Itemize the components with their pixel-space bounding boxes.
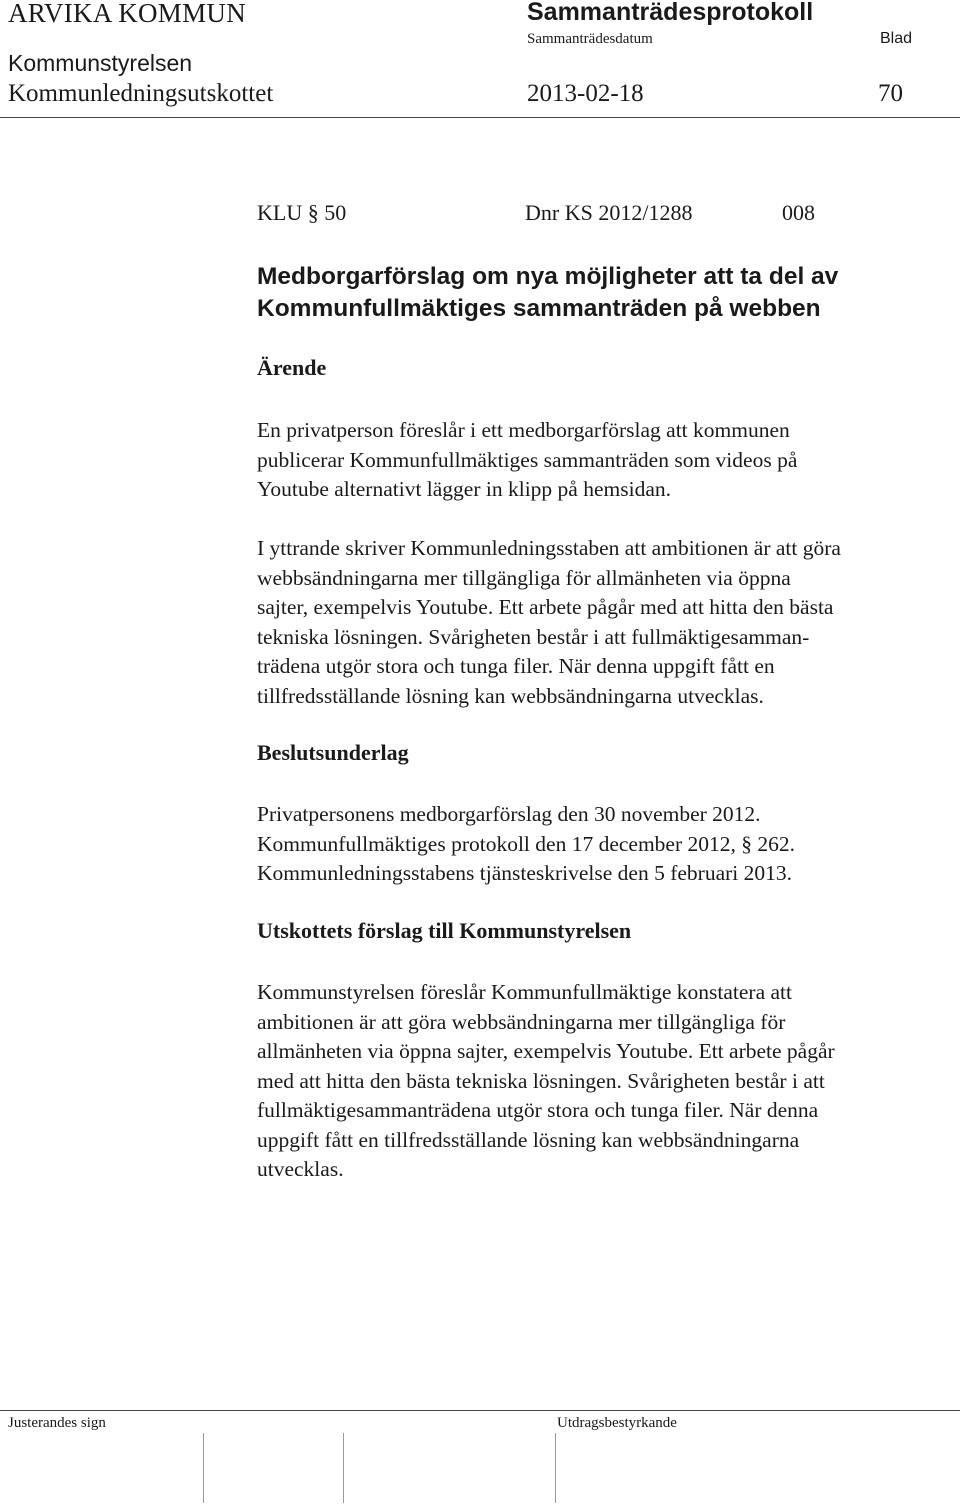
page-number: 70	[878, 80, 903, 107]
section-heading-forslag: Utskottets förslag till Kommunstyrelsen	[257, 918, 632, 943]
section-heading-arende: Ärende	[257, 355, 327, 380]
organization-name: ARVIKA KOMMUN	[8, 0, 247, 28]
document-title	[257, 261, 838, 325]
text-line: Privatpersonens medborgarförslag den 30 november 2012.	[257, 802, 761, 826]
signature-divider	[203, 1433, 204, 1503]
meeting-date: 2013-02-18	[527, 80, 644, 107]
header-divider	[0, 117, 960, 118]
dnr-number: Dnr KS 2012/1288	[525, 200, 693, 225]
text-line: webbsändningarna mer tillgängliga för allmänheten via öppna	[257, 565, 791, 590]
paragraph-number: KLU § 50	[257, 200, 347, 225]
signature-divider	[343, 1433, 344, 1503]
text-line: allmänheten via öppna sajter, exempelvis Youtube. Ett arbete pågår	[257, 1039, 835, 1063]
title-line: Kommunfullmäktiges sammanträden på webben	[257, 295, 821, 322]
text-line: tekniska lösningen. Svårigheten består i att fullmäktigesamman-	[257, 624, 810, 649]
justerandes-sign-label: Justerandes sign	[8, 1415, 106, 1431]
utdragsbestyrkande-label: Utdragsbestyrkande	[557, 1415, 677, 1431]
text-line: utvecklas.	[257, 1157, 344, 1181]
text-line: En privatperson föreslår i ett medborgarförslag att kommunen	[257, 418, 790, 442]
signature-divider	[555, 1433, 556, 1503]
date-label: Sammanträdesdatum	[527, 31, 653, 47]
board-name: Kommunstyrelsen	[8, 50, 193, 76]
beslutsunderlag-list	[257, 800, 957, 889]
arende-paragraph-2	[257, 534, 957, 711]
text-line: ambitionen är att göra webbsändningarna mer tillgängliga för	[257, 1009, 786, 1034]
document-type: Sammanträdesprotokoll	[527, 0, 814, 26]
text-line: trädena utgör stora och tunga filer. När denna uppgift fått en	[257, 654, 775, 678]
text-line: Kommunstyrelsen föreslår Kommunfullmäktige konstatera att	[257, 980, 792, 1004]
text-line: publicerar Kommunfullmäktiges sammanträden som videos på	[257, 447, 798, 472]
footer-divider	[0, 1410, 960, 1411]
text-line: Youtube alternativt lägger in klipp på hemsidan.	[257, 477, 672, 501]
section-heading-beslutsunderlag: Beslutsunderlag	[257, 740, 409, 765]
text-line: fullmäktigesammanträdena utgör stora och tunga filer. När denna	[257, 1098, 819, 1122]
text-line: uppgift fått en tillfredsställande lösning kan webbsändningarna	[257, 1127, 800, 1152]
text-line: Kommunfullmäktiges protokoll den 17 december 2012, § 262.	[257, 831, 796, 856]
text-line: I yttrande skriver Kommunledningsstaben att ambitionen är att göra	[257, 536, 841, 560]
text-line: tillfredsställande lösning kan webbsändningarna utvecklas.	[257, 683, 764, 708]
title-line: Medborgarförslag om nya möjligheter att ta del av	[257, 263, 839, 290]
case-code: 008	[782, 200, 815, 225]
text-line: Kommunledningsstabens tjänsteskrivelse den 5 februari 2013.	[257, 861, 793, 885]
page-label: Blad	[880, 30, 913, 47]
text-line: sajter, exempelvis Youtube. Ett arbete pågår med att hitta den bästa	[257, 595, 834, 619]
arende-paragraph-1	[257, 416, 957, 505]
text-line: med att hitta den bästa tekniska lösningen. Svårigheten består i att	[257, 1068, 825, 1093]
forslag-paragraph	[257, 978, 957, 1185]
committee-name: Kommunledningsutskottet	[8, 80, 274, 107]
